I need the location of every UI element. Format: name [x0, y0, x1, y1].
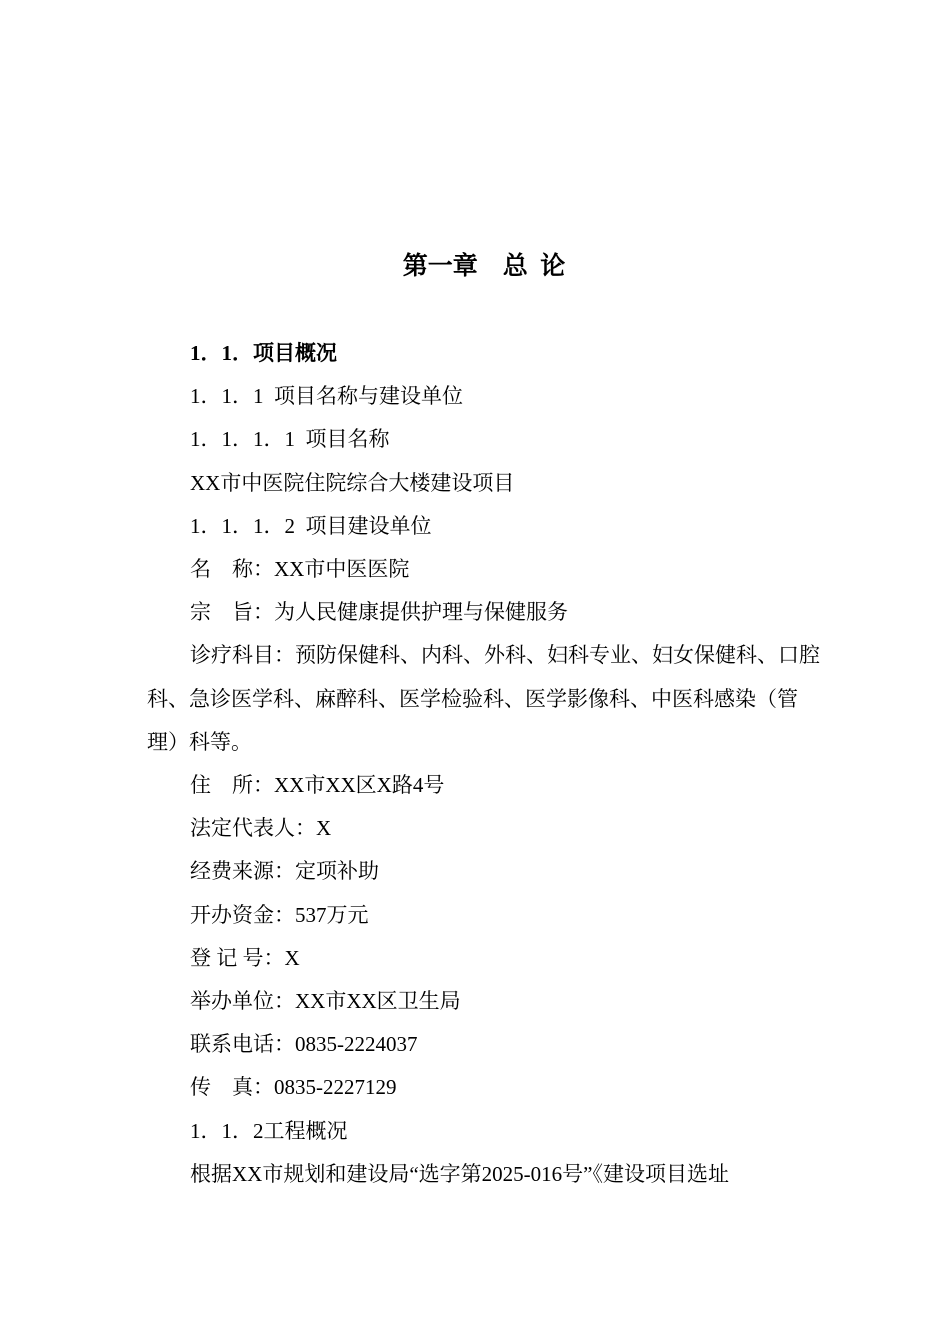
- subsubsection-heading: 1．1．1．2 项目建设单位: [190, 513, 432, 538]
- project-name: XX市中医院住院综合大楼建设项目: [190, 470, 515, 495]
- funding-source: 经费来源：定项补助: [190, 859, 379, 884]
- subsection-heading: 1．1．1 项目名称与建设单位: [190, 384, 463, 409]
- sponsor-unit: 举办单位：XX市XX区卫生局: [190, 989, 461, 1014]
- subsection-heading: 1．1．2工程概况: [190, 1118, 348, 1143]
- document-body: [147, 332, 827, 1196]
- section-heading: 1．1．项目概况: [190, 341, 337, 365]
- departments-paragraph: 诊疗科目：预防保健科、内科、外科、妇科专业、妇女保健科、口腔科、急诊医学科、麻醉科、医学检验科、医学影像科、中医科感染（管理）科等。: [147, 643, 820, 754]
- registration-number: 登 记 号：X: [190, 945, 300, 970]
- chapter-title: 第一章 总 论: [402, 253, 566, 280]
- subsubsection-heading: 1．1．1．1 项目名称: [190, 427, 390, 452]
- overview-paragraph: 根据XX市规划和建设局“选字第2025-016号”《建设项目选址: [190, 1161, 729, 1186]
- unit-address: 住 所：XX市XX区X路4号: [190, 773, 445, 798]
- unit-name: 名 称：XX市中医医院: [190, 557, 410, 582]
- unit-purpose: 宗 旨：为人民健康提供护理与保健服务: [190, 600, 568, 625]
- fax-number: 传 真：0835-2227129: [190, 1075, 397, 1100]
- legal-representative: 法定代表人：X: [190, 816, 332, 841]
- contact-phone: 联系电话：0835-2224037: [190, 1032, 418, 1057]
- startup-capital: 开办资金：537万元: [190, 902, 369, 927]
